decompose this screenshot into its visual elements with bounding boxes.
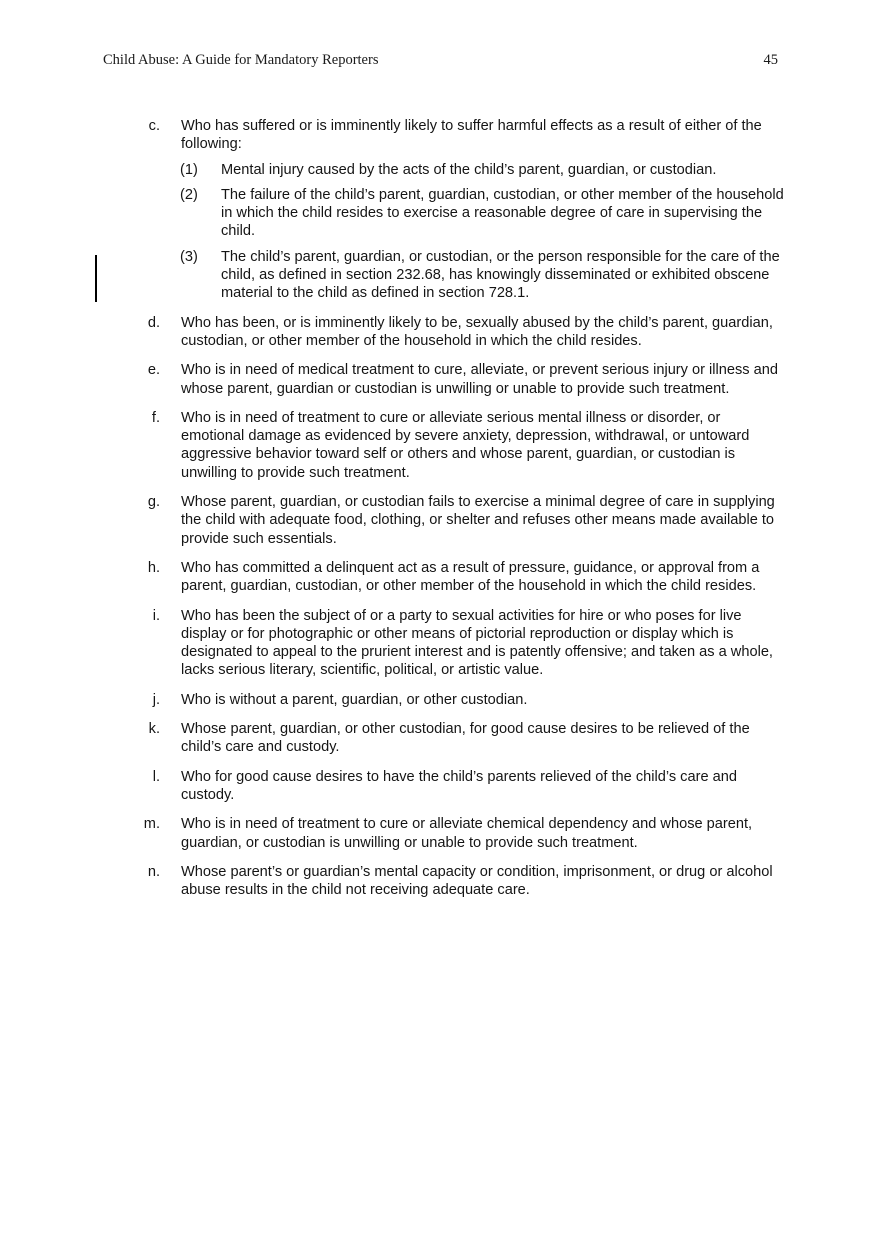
item-text: Who is in need of medical treatment to cure, alleviate, or prevent serious injury or illness and whose parent, guardian or custodian is unwilling or unable to provide such treatment. [181, 362, 779, 397]
list-item-j [0, 691, 880, 709]
subitem-text: Mental injury caused by the acts of the child’s parent, guardian, or custodian. [221, 161, 717, 178]
item-text: Whose parent, guardian, or custodian fails to exercise a minimal degree of care in supplying the child with adequate food, clothing, or shelter and refuses other means made available to provide such essentials. [181, 494, 775, 547]
item-text: Who has suffered or is imminently likely to suffer harmful effects as a result of either of the following: [181, 118, 762, 153]
sublist [181, 161, 784, 303]
item-text: Who has committed a delinquent act as a result of pressure, guidance, or approval from a parent, guardian, custodian, or other member of the household in which the child resides. [181, 559, 760, 595]
item-text: Who for good cause desires to have the child’s parents relieved of the child’s care and custody. [181, 768, 737, 803]
item-letter: f. [151, 409, 160, 426]
list-item-g [0, 493, 880, 548]
criteria-list [0, 117, 880, 910]
list-item-f [0, 409, 880, 482]
item-text: Whose parent’s or guardian’s mental capacity or condition, imprisonment, or drug or alcohol abuse results in the child not receiving adequate care. [181, 863, 773, 899]
subitem-text: The child’s parent, guardian, or custodian, or the person responsible for the care of the child, as defined in section 232.68, has knowingly disseminated or exhibited obscene material to the child as defined in section 728.1. [221, 248, 780, 302]
item-text: Who is in need of treatment to cure or alleviate chemical dependency and whose parent, guardian, or custodian is unwilling or unable to provide such treatment. [181, 816, 753, 851]
item-letter: i. [152, 607, 160, 624]
subitem-number: (3) [180, 248, 198, 265]
item-letter: c. [148, 118, 160, 134]
item-letter: d. [147, 314, 160, 331]
subitem-1 [181, 161, 784, 179]
list-item-m [0, 815, 880, 852]
list-item-h [0, 559, 880, 596]
item-letter: h. [147, 559, 160, 576]
item-letter: m. [143, 816, 160, 833]
document-title: Child Abuse: A Guide for Mandatory Reporters [103, 52, 379, 68]
item-text: Whose parent, guardian, or other custodian, for good cause desires to be relieved of the child’s care and custody. [181, 721, 750, 756]
item-letter: k. [148, 721, 160, 738]
item-text: Who is in need of treatment to cure or alleviate serious mental illness or disorder, or emotional damage as evidenced by severe anxiety, depression, withdrawal, or untoward aggressive behavior toward self or others and whose parent, guardian, or custodian is unwilling to provide such treatment. [181, 409, 750, 481]
item-text: Who has been the subject of or a party to sexual activities for hire or who poses for live display or for photographic or other means of pictorial reproduction or display which is designated to appeal to the prurient interest and is patently offensive; and taken as a whole, lacks serious literary, scientific, political, or artistic value. [181, 607, 773, 679]
list-item-e [0, 361, 880, 398]
item-letter: j. [152, 691, 160, 708]
item-letter: g. [147, 494, 160, 511]
item-letter: n. [147, 863, 160, 880]
list-item-k [0, 720, 880, 757]
subitem-2 [181, 186, 784, 241]
subitem-text: The failure of the child’s parent, guardian, custodian, or other member of the household in which the child resides to exercise a reasonable degree of care in supervising the child. [221, 186, 784, 240]
list-item-i [0, 607, 880, 680]
item-text: Who is without a parent, guardian, or other custodian. [181, 691, 528, 708]
subitem-number: (1) [180, 161, 198, 178]
page-number: 45 [763, 52, 778, 68]
page-header [103, 52, 778, 72]
item-text: Who has been, or is imminently likely to be, sexually abused by the child’s parent, guardian, custodian, or other member of the household in which the child resides. [181, 314, 773, 349]
list-item-c [0, 117, 880, 303]
list-item-d [0, 314, 880, 351]
subitem-3 [181, 248, 784, 303]
item-letter: l. [152, 768, 160, 785]
item-letter: e. [147, 362, 160, 379]
list-item-n [0, 863, 880, 900]
subitem-number: (2) [180, 186, 198, 203]
list-item-l [0, 768, 880, 805]
